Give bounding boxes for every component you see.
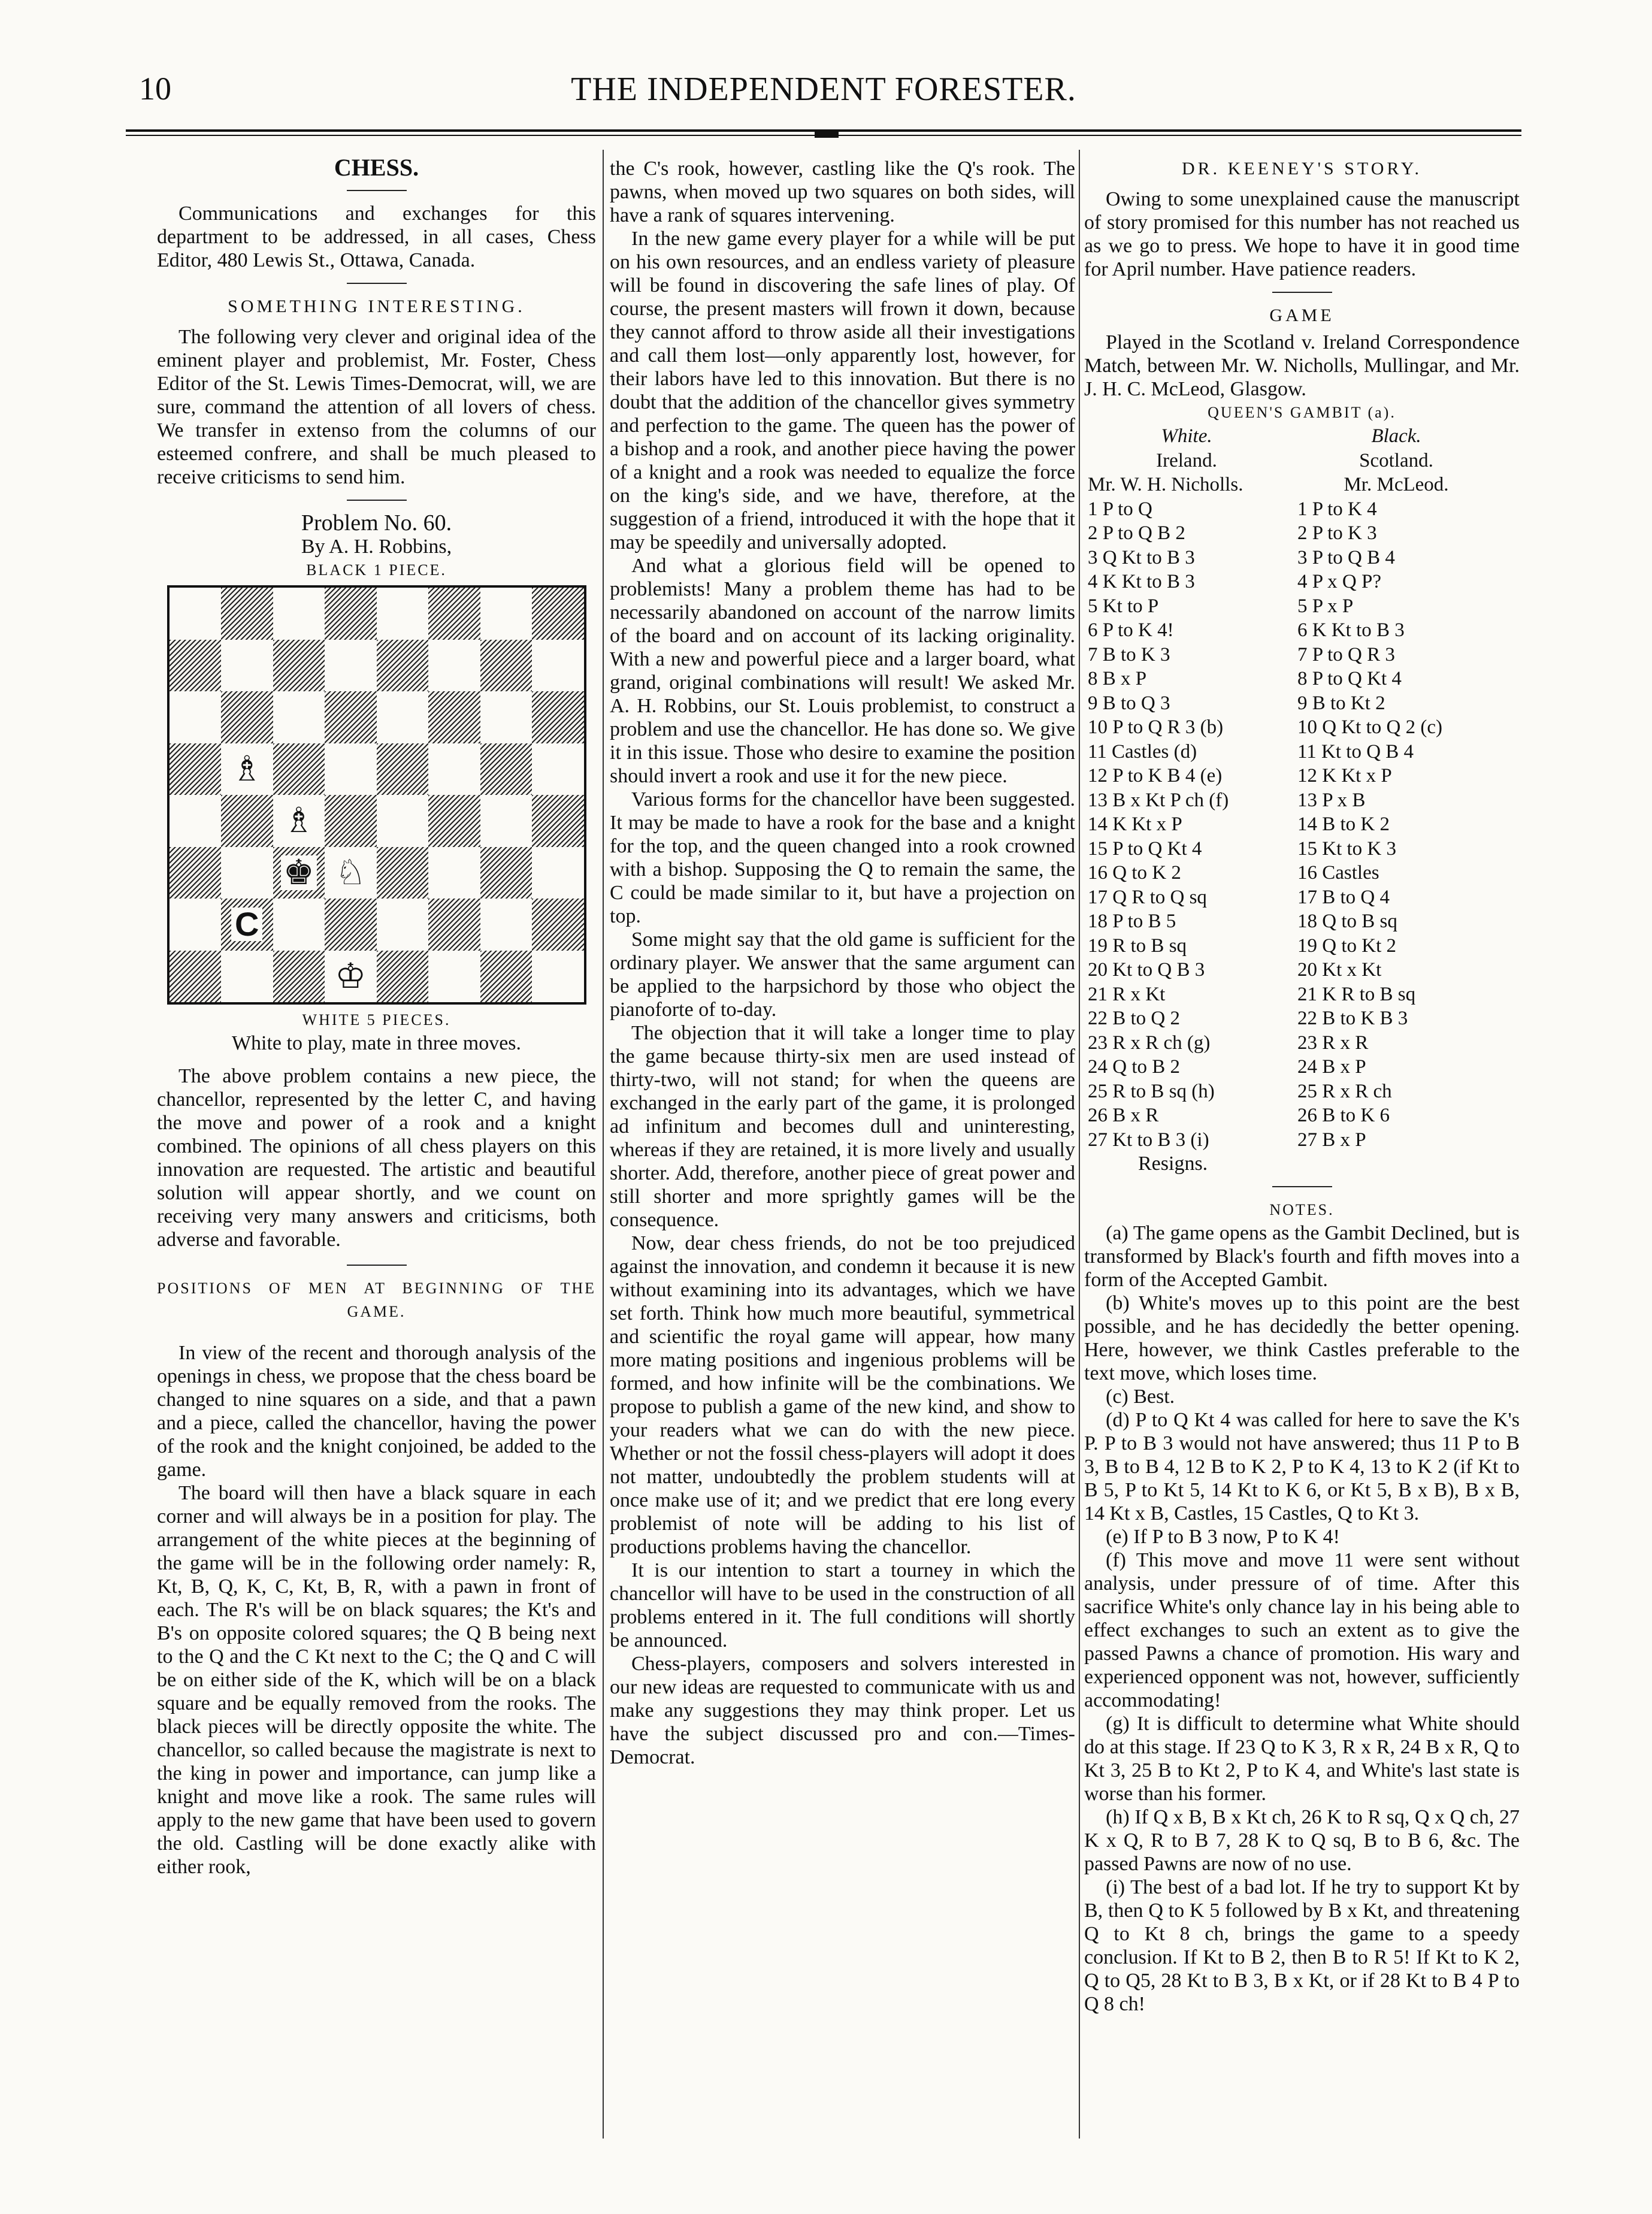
board-square <box>532 743 584 796</box>
note: (e) If P to B 3 now, P to K 4! <box>1106 1526 1340 1548</box>
white-move: 20 Kt to Q B 3 <box>1088 959 1205 981</box>
white-move: 15 P to Q Kt 4 <box>1088 837 1202 860</box>
positions-heading: POSITIONS OF MEN AT BEGINNING OF THE GAME. <box>157 1280 596 1320</box>
page-number: 10 <box>139 71 171 107</box>
chess-board <box>167 585 586 1005</box>
white-move: 21 R x Kt <box>1088 983 1166 1005</box>
problem-author: By A. H. Robbins, <box>301 536 452 558</box>
black-move: 22 B to K B 3 <box>1297 1008 1408 1029</box>
article-paragraph: The objection that it will take a longer time to play the game because thirty-six men are used instead of thirty-two, will not stand; for when the queens are exchanged in the early part of the game, it is prolonged ad infinitum and becomes dull and uninteresting, whereas if they are retained, it is more lively and usually shorter. Add, therefore, another piece of great power and still shorter and more sprightly games will be the consequence. <box>610 1022 1075 1231</box>
board-square <box>221 899 273 951</box>
white-move: 8 B x P <box>1088 668 1147 689</box>
board-square <box>428 847 480 899</box>
note: (c) Best. <box>1106 1386 1175 1408</box>
white-move: 5 Kt to P <box>1088 595 1159 617</box>
chess-piece-icon: ♘ <box>332 855 368 890</box>
white-pieces-label: WHITE 5 PIECES. <box>302 1011 451 1029</box>
article-paragraph: Some might say that the old game is sufficient for the ordinary player. We answer that the same argument can be applied to the harpsichord by those who object the pianoforte of to-day. <box>610 928 1075 1021</box>
black-move: 26 B to K 6 <box>1297 1105 1390 1126</box>
story-text: Owing to some unexplained cause the manuscript of story promised for this number has not reached us as we go to press. We hope to have it in good time for April number. Have patience readers. <box>1084 188 1520 280</box>
chancellor-piece: C <box>231 908 262 941</box>
board-square <box>325 588 377 640</box>
board-square <box>377 743 429 796</box>
chess-piece-icon: ♔ <box>332 959 368 994</box>
board-square <box>428 588 480 640</box>
black-move: 24 B x P <box>1297 1056 1366 1078</box>
board-square <box>428 691 480 743</box>
board-square <box>325 951 377 1003</box>
problem-instruction: White to play, mate in three moves. <box>231 1032 522 1054</box>
board-square <box>532 588 584 640</box>
note: (a) The game opens as the Gambit Declined, but is transformed by Black's fourth and fifth moves into a form of the Accepted Gambit. <box>1084 1222 1520 1291</box>
note: (h) If Q x B, B x Kt ch, 26 K to R sq, Q x Q ch, 27 K x Q, R to B 7, 28 K to Q sq, B to B 6, &c. The passed Pawns are now of no use. <box>1084 1806 1520 1875</box>
opening-name: QUEEN'S GAMBIT (a). <box>1208 404 1396 421</box>
board-square <box>170 743 222 796</box>
black-move: 13 P x B <box>1297 789 1366 811</box>
board-square <box>273 640 325 692</box>
board-square <box>325 691 377 743</box>
board-square <box>480 795 532 847</box>
game-heading: GAME <box>1269 306 1335 325</box>
board-square <box>221 588 273 640</box>
black-move: 2 P to K 3 <box>1297 522 1377 544</box>
black-move: 9 B to Kt 2 <box>1297 692 1385 714</box>
white-player: Mr. W. H. Nicholls. <box>1088 474 1243 495</box>
section-rule <box>347 500 407 501</box>
white-move: 18 P to B 5 <box>1088 911 1176 932</box>
black-pieces-label: BLACK 1 PIECE. <box>306 561 447 579</box>
board-square <box>532 795 584 847</box>
white-move: 14 K Kt x P <box>1088 813 1182 835</box>
board-square <box>221 847 273 899</box>
board-square <box>480 743 532 796</box>
board-square <box>221 951 273 1003</box>
note: (b) White's moves up to this point are the best possible, and he has decidedly the better opening. Here, however, we think Castles preferable to the text move, which loses time. <box>1084 1292 1520 1384</box>
board-square <box>428 743 480 796</box>
note: (g) It is difficult to determine what White should do at this stage. If 23 Q to K 3, R x R, 24 B x R, Q to Kt 3, 25 B to Kt 2, P to K 4, and White's last state is worse than his former. <box>1084 1713 1520 1805</box>
game-moves-table <box>1088 424 1520 1152</box>
journal-title: THE INDEPENDENT FORESTER. <box>571 71 1076 108</box>
black-move: 14 B to K 2 <box>1297 813 1390 835</box>
note: (d) P to Q Kt 4 was called for here to save the K's P. P to B 3 would not have answered; thus 11 P to B 3, B to B 4, 12 B to K 2, P to K 4, 13 to K 2 (if Kt to B 5, P to Kt 5, 14 Kt to K 6, or Kt 5, B x B), B x B, 14 Kt x B, Castles, 15 Castles, Q to Kt 3. <box>1084 1409 1520 1525</box>
board-square <box>273 691 325 743</box>
black-move: 27 B x P <box>1297 1129 1366 1151</box>
board-square <box>170 847 222 899</box>
black-move: 23 R x R <box>1297 1032 1369 1054</box>
white-move: 16 Q to K 2 <box>1088 862 1181 884</box>
white-move: 10 P to Q R 3 (b) <box>1088 716 1224 738</box>
black-country: Scotland. <box>1359 449 1433 471</box>
section-rule <box>1272 292 1332 293</box>
board-square <box>428 951 480 1003</box>
white-move: 22 B to Q 2 <box>1088 1008 1181 1029</box>
board-square <box>170 795 222 847</box>
board-square <box>221 691 273 743</box>
board-square <box>377 640 429 692</box>
black-move: 3 P to Q B 4 <box>1297 546 1395 568</box>
article-paragraph: the C's rook, however, castling like the Q's rook. The pawns, when moved up two squares on both sides, will have a rank of squares intervening. <box>610 158 1075 226</box>
black-move: 12 K Kt x P <box>1297 765 1392 787</box>
board-square <box>377 795 429 847</box>
black-player: Mr. McLeod. <box>1344 474 1449 495</box>
board-square <box>170 951 222 1003</box>
board-square <box>273 795 325 847</box>
board-square <box>532 691 584 743</box>
communications-text: Communications and exchanges for this department to be addressed, in all cases, Chess Editor, 480 Lewis St., Ottawa, Canada. <box>157 202 596 271</box>
board-square <box>221 795 273 847</box>
board-square <box>325 743 377 796</box>
board-square <box>428 899 480 951</box>
something-interesting-heading: SOMETHING INTERESTING. <box>228 297 525 316</box>
white-move: 12 P to K B 4 (e) <box>1088 765 1223 787</box>
white-move: 24 Q to B 2 <box>1088 1056 1181 1078</box>
chess-piece-icon: ♗ <box>281 803 317 838</box>
board-square <box>428 795 480 847</box>
white-move: 11 Castles (d) <box>1088 740 1197 763</box>
white-move: 2 P to Q B 2 <box>1088 522 1185 544</box>
column-2 <box>610 157 1075 1769</box>
white-move: 19 R to B sq <box>1088 934 1187 957</box>
board-square <box>377 691 429 743</box>
black-move: 15 Kt to K 3 <box>1297 837 1396 860</box>
article-paragraph: In the new game every player for a while will be put on his own resources, and an endless variety of pleasure will be found in discovering the safe lines of play. Of course, the present masters will frown it down, because they cannot afford to throw aside all their investigations and call them lost—only apparently lost, however, for their labors have led to this innovation. But there is no doubt that the addition of the chancellor gives symmetry and perfection to the game. The queen has the power of a bishop and a rook, and another piece having the power of a knight and a rook was needed to equalize the force on the king's side, and we have, therefore, at the suggestion of a friend, introduced it with the hope that it may be speedily and universally adopted. <box>610 228 1075 554</box>
notes-heading: NOTES. <box>1269 1201 1335 1218</box>
article-paragraph: Chess-players, composers and solvers interested in our new ideas are requested to communicate with us and make any suggestions they may think proper. Let us have the subject discussed pro and con.—Times-Democrat. <box>610 1653 1075 1768</box>
white-move: 25 R to B sq (h) <box>1088 1080 1215 1102</box>
game-intro: Played in the Scotland v. Ireland Correspondence Match, between Mr. W. Nicholls, Mullingar, and Mr. J. H. C. McLeod, Glasgow. <box>1084 331 1520 400</box>
black-move: 20 Kt x Kt <box>1297 959 1382 981</box>
board-square <box>480 847 532 899</box>
board-square <box>377 588 429 640</box>
black-move: 10 Q Kt to Q 2 (c) <box>1297 716 1442 738</box>
white-move: 4 K Kt to B 3 <box>1088 571 1195 592</box>
white-move: 7 B to K 3 <box>1088 643 1170 666</box>
black-move: 4 P x Q P? <box>1297 571 1381 592</box>
white-move: 23 R x R ch (g) <box>1088 1032 1211 1054</box>
story-heading: DR. KEENEY'S STORY. <box>1181 159 1423 179</box>
article-paragraph: It is our intention to start a tourney in which the chancellor will have to be used in the construction of all problems entered in it. The full conditions will shortly be announced. <box>610 1559 1075 1652</box>
black-move: 18 Q to B sq <box>1297 911 1397 932</box>
black-move: 16 Castles <box>1297 862 1379 884</box>
note: (i) The best of a bad lot. If he try to support Kt by B, then Q to K 5 followed by B x Kt, and threatening Q to Kt 8 ch, brings the game to a speedy conclusion. If Kt to B 2, then B to R 5! If Kt to K 2, Q to Q5, 28 Kt to B 3, B x Kt, or if 28 Kt to B 4 P to Q 8 ch! <box>1084 1876 1520 2015</box>
board-square <box>325 847 377 899</box>
black-move: 19 Q to Kt 2 <box>1297 934 1396 957</box>
black-move: 25 R x R ch <box>1297 1080 1392 1102</box>
problem-title: Problem No. 60. <box>301 510 452 536</box>
board-square <box>221 743 273 796</box>
board-square <box>325 795 377 847</box>
board-square <box>273 951 325 1003</box>
black-move: 11 Kt to Q B 4 <box>1297 740 1414 763</box>
board-square <box>325 899 377 951</box>
column-divider <box>603 150 604 2139</box>
white-move: 3 Q Kt to B 3 <box>1088 546 1195 568</box>
board-square <box>170 640 222 692</box>
board-square <box>480 588 532 640</box>
board-square <box>480 640 532 692</box>
board-square <box>170 899 222 951</box>
board-square <box>377 847 429 899</box>
black-move: 17 B to Q 4 <box>1297 886 1390 908</box>
positions-paragraph-2: The board will then have a black square in each corner and will always be in a position for play. The arrangement of the white pieces at the beginning of the game will be in the following order namely: R, Kt, B, Q, K, C, Kt, B, R, with a pawn in front of each. The R's will be on black squares; the Kt's and B's on opposite colored squares; the Q B being next to the Q and the C Kt next to the C; the Q and C will be on either side of the K, which will be on a black square and be equally removed from the rooks. The black pieces will be directly opposite the white. The chancellor, so called because the magistrate is next to the king in power and importance, can jump like a knight and move like a rook. The same rules will apply to the new game that have been used to govern the old. Castling will be done exactly alike with either rook, <box>157 1482 596 1878</box>
chess-heading: CHESS. <box>334 154 419 181</box>
white-country: Ireland. <box>1156 449 1217 471</box>
article-paragraph: And what a glorious field will be opened to problemists! Many a problem theme has had to be necessarily abandoned on account of the narrow limits of the board and on account of its lacking originality. With a new and powerful piece and a larger board, what grand, original combinations will result! We asked Mr. A. H. Robbins, our St. Louis problemist, to construct a problem and use the chancellor. He has done so. We give it in this issue. Those who desire to examine the position should invert a rook and use it for the new piece. <box>610 555 1075 787</box>
board-square <box>273 847 325 899</box>
note: (f) This move and move 11 were sent without analysis, under pressure of of time. After this sacrifice White's only chance lay in his being able to effect exchanges to such an extent as to give the passed Pawns a chance of promotion. His wary and experienced opponent was not, however, sufficiently accommodating! <box>1084 1549 1520 1711</box>
section-rule <box>347 1265 407 1266</box>
white-move: 13 B x Kt P ch (f) <box>1088 789 1229 811</box>
article-paragraph: Various forms for the chancellor have been suggested. It may be made to have a rook for the base and a knight for the top, and the queen changed into a rook crowned with a bishop. Supposing the Q to remain the same, the C could be made similar to it, but have a projection on top. <box>610 788 1075 927</box>
header-rule-ornament <box>126 135 1521 136</box>
problem-description: The above problem contains a new piece, the chancellor, represented by the letter C, and having the move and power of a rook and a knight combined. The opinions of all chess players on this innovation are requested. The artistic and beautiful solution will appear shortly, and we count on receiving very many answers and criticisms, both adverse and favorable. <box>157 1065 596 1251</box>
board-square <box>480 899 532 951</box>
section-rule <box>1272 1186 1332 1187</box>
board-square <box>170 588 222 640</box>
section-rule <box>347 283 407 284</box>
board-square <box>273 588 325 640</box>
white-move: 1 P to Q <box>1088 498 1152 520</box>
column-1 <box>157 156 596 1879</box>
black-move: 6 K Kt to B 3 <box>1297 619 1405 641</box>
board-square <box>532 640 584 692</box>
intro-paragraph: The following very clever and original idea of the eminent player and problemist, Mr. Foster, Chess Editor of the St. Lewis Times-Democrat, will, we are sure, command the attention of all lovers of chess. We transfer in extenso from the columns of our esteemed confrere, and shall be much pleased to receive criticisms to send him. <box>157 326 596 488</box>
board-square <box>377 951 429 1003</box>
board-square <box>325 640 377 692</box>
board-square <box>532 951 584 1003</box>
section-rule <box>347 190 407 191</box>
board-square <box>480 691 532 743</box>
white-header: White. <box>1161 425 1212 447</box>
board-square <box>428 640 480 692</box>
column-divider <box>1079 150 1080 2139</box>
white-move: 17 Q R to Q sq <box>1088 886 1207 908</box>
chess-piece-icon: ♚ <box>281 855 317 890</box>
chess-piece-icon: ♗ <box>229 752 265 787</box>
white-move: 9 B to Q 3 <box>1088 692 1170 714</box>
black-header: Black. <box>1371 425 1421 447</box>
black-move: 8 P to Q Kt 4 <box>1297 668 1402 689</box>
black-move: 1 P to K 4 <box>1297 498 1377 520</box>
board-square <box>170 691 222 743</box>
board-square <box>377 899 429 951</box>
board-square <box>480 951 532 1003</box>
column-3 <box>1084 157 1520 2016</box>
board-square <box>532 847 584 899</box>
white-move: 6 P to K 4! <box>1088 619 1174 641</box>
white-move: 27 Kt to B 3 (i) <box>1088 1129 1209 1151</box>
board-square <box>221 640 273 692</box>
black-move: 21 K R to B sq <box>1297 983 1416 1005</box>
white-move: 26 B x R <box>1088 1105 1159 1126</box>
page-header <box>126 57 1521 129</box>
positions-paragraph-1: In view of the recent and thorough analysis of the openings in chess, we propose that the chess board be changed to nine squares on a side, and that a pawn and a piece, called the chancellor, having the power of the rook and the knight conjoined, be added to the game. <box>157 1342 596 1481</box>
black-move: 5 P x P <box>1297 595 1354 617</box>
board-square <box>532 899 584 951</box>
black-move: 7 P to Q R 3 <box>1297 643 1395 666</box>
board-square <box>273 743 325 796</box>
article-paragraph: Now, dear chess friends, do not be too prejudiced against the innovation, and condemn it because it is new without examining into its advantages, which we have set forth. Think how much more beautiful, symmetrical and scientific the royal game will appear, how many more mating positions and ingenious problems will be formed, and how infinite will be the combinations. We propose to publish a game of the new kind, and show to your readers what we can do with the new piece. Whether or not the fossil chess-players will adopt it does not matter, undoubtedly the problem students will at once make use of it; and we predict that ere long every problemist of note will be adding to his list of productions problems having the chancellor. <box>610 1232 1075 1558</box>
board-square <box>273 899 325 951</box>
resigns: Resigns. <box>1138 1153 1208 1175</box>
